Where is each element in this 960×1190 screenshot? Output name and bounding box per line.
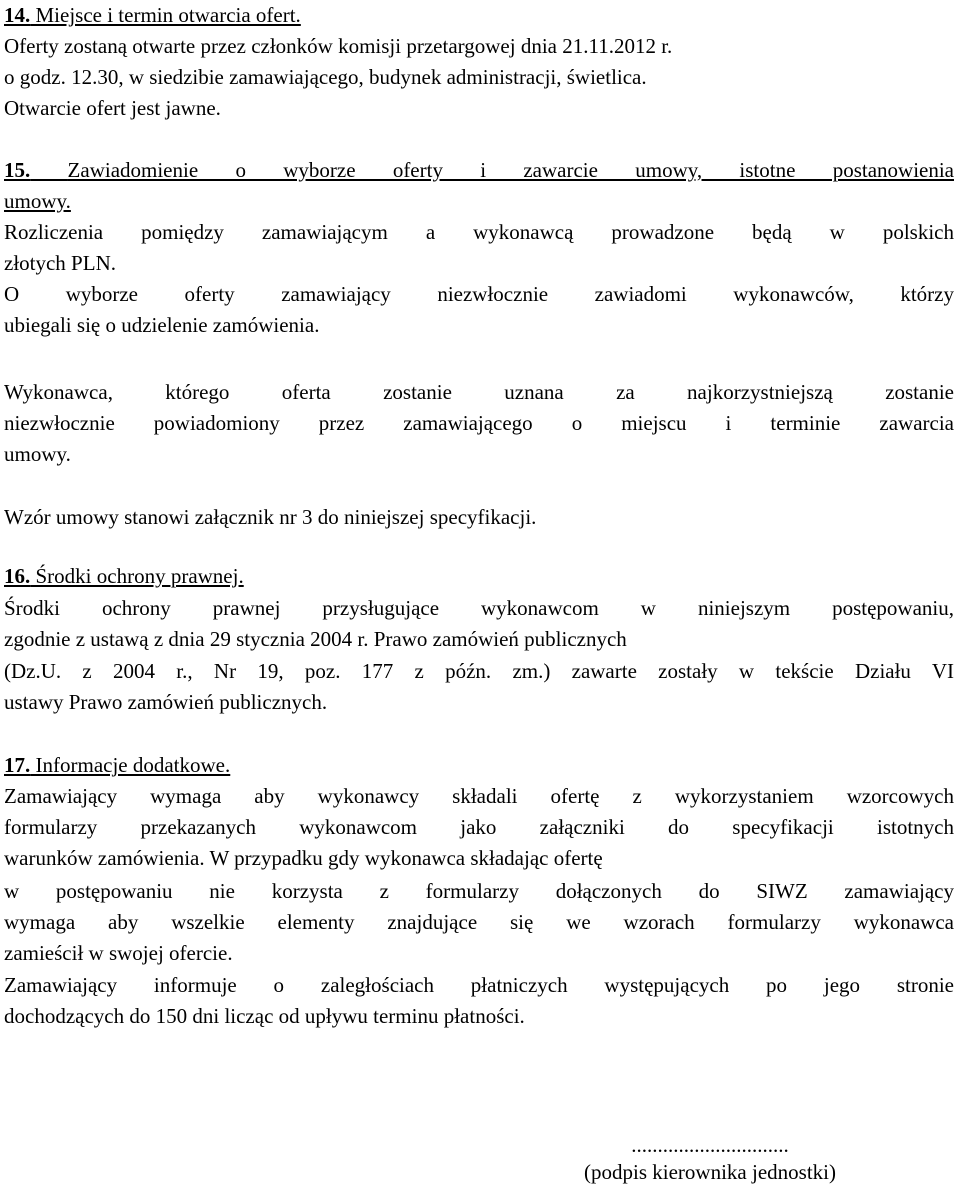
paragraph-line: Otwarcie ofert jest jawne.	[4, 96, 221, 120]
signature-dots: ..............................	[631, 1133, 789, 1157]
section-title: Informacje dodatkowe.	[35, 753, 231, 777]
paragraph-line: dochodzących do 150 dni licząc od upływu terminu płatności.	[4, 1004, 525, 1028]
signature-label: (podpis kierownika jednostki)	[584, 1160, 836, 1184]
paragraph-line: zamieścił w swojej ofercie.	[4, 941, 233, 965]
section-15-heading	[4, 155, 954, 186]
paragraph-line: Zamawiający wymaga aby wykonawcy składali ofertę z wykorzystaniem wzorcowych	[4, 784, 954, 808]
section-17-heading	[4, 750, 954, 781]
paragraph-line: wymaga aby wszelkie elementy znajdujące się we wzorach formularzy wykonawca	[4, 910, 954, 934]
paragraph-line: niezwłocznie powiadomiony przez zamawiającego o miejscu i terminie zawarcia	[4, 411, 954, 435]
paragraph-line: Środki ochrony prawnej przysługujące wykonawcom w niniejszym postępowaniu,	[4, 596, 954, 620]
paragraph-line: umowy.	[4, 442, 71, 466]
paragraph-line: warunków zamówienia. W przypadku gdy wykonawca składając ofertę	[4, 846, 603, 870]
paragraph-line: ubiegali się o udzielenie zamówienia.	[4, 313, 320, 337]
paragraph-line: ustawy Prawo zamówień publicznych.	[4, 690, 328, 714]
paragraph-line: Wykonawca, którego oferta zostanie uznana za najkorzystniejszą zostanie	[4, 380, 954, 404]
paragraph-line: O wyborze oferty zamawiający niezwłocznie zawiadomi wykonawców, którzy	[4, 282, 954, 306]
paragraph-line: (Dz.U. z 2004 r., Nr 19, poz. 177 z późn. zm.) zawarte zostały w tekście Działu VI	[4, 659, 954, 683]
section-number: 16.	[4, 564, 31, 588]
section-14-heading	[4, 0, 954, 31]
paragraph-line: zgodnie z ustawą z dnia 29 stycznia 2004 r. Prawo zamówień publicznych	[4, 627, 627, 651]
paragraph-line: Wzór umowy stanowi załącznik nr 3 do niniejszej specyfikacji.	[4, 505, 537, 529]
section-15-heading-cont: umowy.	[4, 189, 71, 213]
section-title: Miejsce i termin otwarcia ofert.	[35, 3, 301, 27]
section-title: Środki ochrony prawnej.	[35, 564, 244, 588]
paragraph-line: złotych PLN.	[4, 251, 116, 275]
paragraph-line: Rozliczenia pomiędzy zamawiającym a wykonawcą prowadzone będą w polskich	[4, 220, 954, 244]
section-title: Zawiadomienie o wyborze oferty i zawarcie umowy, istotne postanowienia	[67, 158, 954, 182]
paragraph-line: Oferty zostaną otwarte przez członków komisji przetargowej dnia 21.11.2012 r.	[4, 34, 673, 58]
section-16-heading	[4, 561, 954, 592]
paragraph-line: Zamawiający informuje o zaległościach płatniczych występujących po jego stronie	[4, 973, 954, 997]
paragraph-line: formularzy przekazanych wykonawcom jako załączniki do specyfikacji istotnych	[4, 815, 954, 839]
paragraph-line: o godz. 12.30, w siedzibie zamawiającego, budynek administracji, świetlica.	[4, 65, 647, 89]
section-number: 17.	[4, 753, 31, 777]
paragraph-line: w postępowaniu nie korzysta z formularzy dołączonych do SIWZ zamawiający	[4, 879, 954, 903]
section-number: 14.	[4, 3, 31, 27]
section-number: 15.	[4, 158, 31, 182]
